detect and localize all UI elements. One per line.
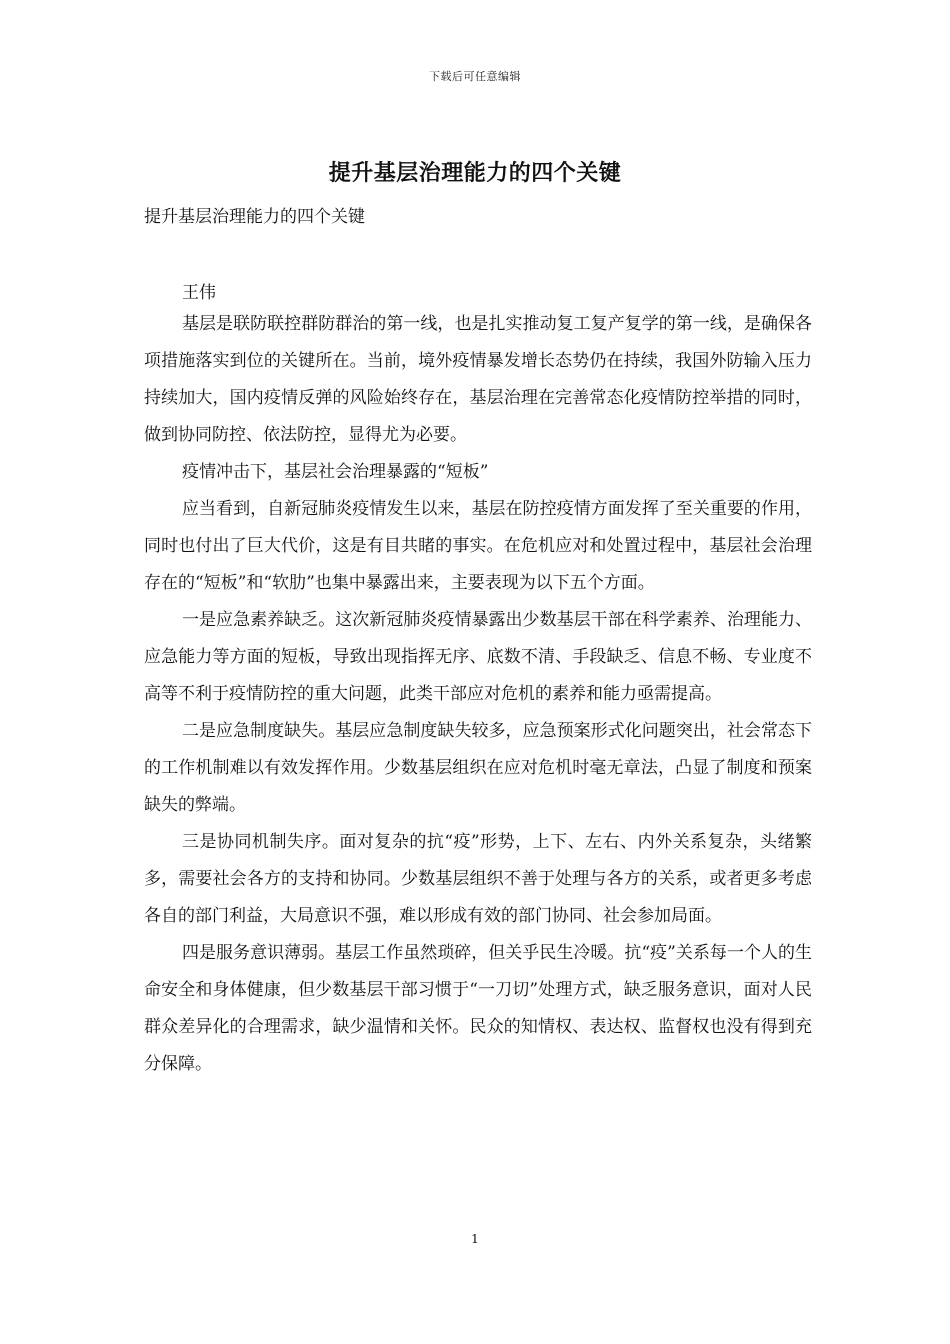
document-title: 提升基层治理能力的四个关键 (328, 160, 622, 186)
paragraph-intro: 基层是联防联控群防群治的第一线，也是扎实推动复工复产复学的第一线，是确保各项措施落实到位的关键所在。当前，境外疫情暴发增长态势仍在持续，我国外防输入压力持续加大，国内疫情反弹的风险始终存在，基层治理在完善常态化疫情防控举措的同时，做到协同防控、依法防控，显得尤为必要。 (144, 314, 812, 445)
document-body (144, 306, 812, 1083)
document-subtitle: 提升基层治理能力的四个关键 (144, 207, 365, 227)
paragraph-point-1: 一是应急素养缺乏。这次新冠肺炎疫情暴露出少数基层干部在科学素养、治理能力、应急能力等方面的短板，导致出现指挥无序、底数不清、手段缺乏、信息不畅、专业度不高等不利于疫情防控的重大问题，此类干部应对危机的素养和能力亟需提高。 (144, 610, 812, 704)
section-heading-shortcomings: 疫情冲击下，基层社会治理暴露的“短板” (182, 462, 489, 482)
header-note: 下载后可任意编辑 (429, 70, 521, 83)
paragraph-point-4: 四是服务意识薄弱。基层工作虽然琐碎，但关乎民生冷暖。抗“疫”关系每一个人的生命安全和身体健康，但少数基层干部习惯于“一刀切”处理方式，缺乏服务意识，面对人民群众差异化的合理需求，缺少温情和关怀。民众的知情权、表达权、监督权也没有得到充分保障。 (144, 943, 812, 1074)
paragraph-point-2: 二是应急制度缺失。基层应急制度缺失较多，应急预案形式化问题突出，社会常态下的工作机制难以有效发挥作用。少数基层组织在应对危机时毫无章法，凸显了制度和预案缺失的弊端。 (144, 721, 812, 815)
author-name: 王伟 (182, 283, 216, 303)
paragraph-overview: 应当看到，自新冠肺炎疫情发生以来，基层在防控疫情方面发挥了至关重要的作用，同时也付出了巨大代价，这是有目共睹的事实。在危机应对和处置过程中，基层社会治理存在的“短板”和“软肋”也集中暴露出来，主要表现为以下五个方面。 (144, 499, 812, 593)
paragraph-point-3: 三是协同机制失序。面对复杂的抗“疫”形势，上下、左右、内外关系复杂，头绪繁多，需要社会各方的支持和协同。少数基层组织不善于处理与各方的关系，或者更多考虑各自的部门利益，大局意识不强，难以形成有效的部门协同、社会参加局面。 (144, 832, 812, 926)
page-number: 1 (471, 1232, 479, 1246)
